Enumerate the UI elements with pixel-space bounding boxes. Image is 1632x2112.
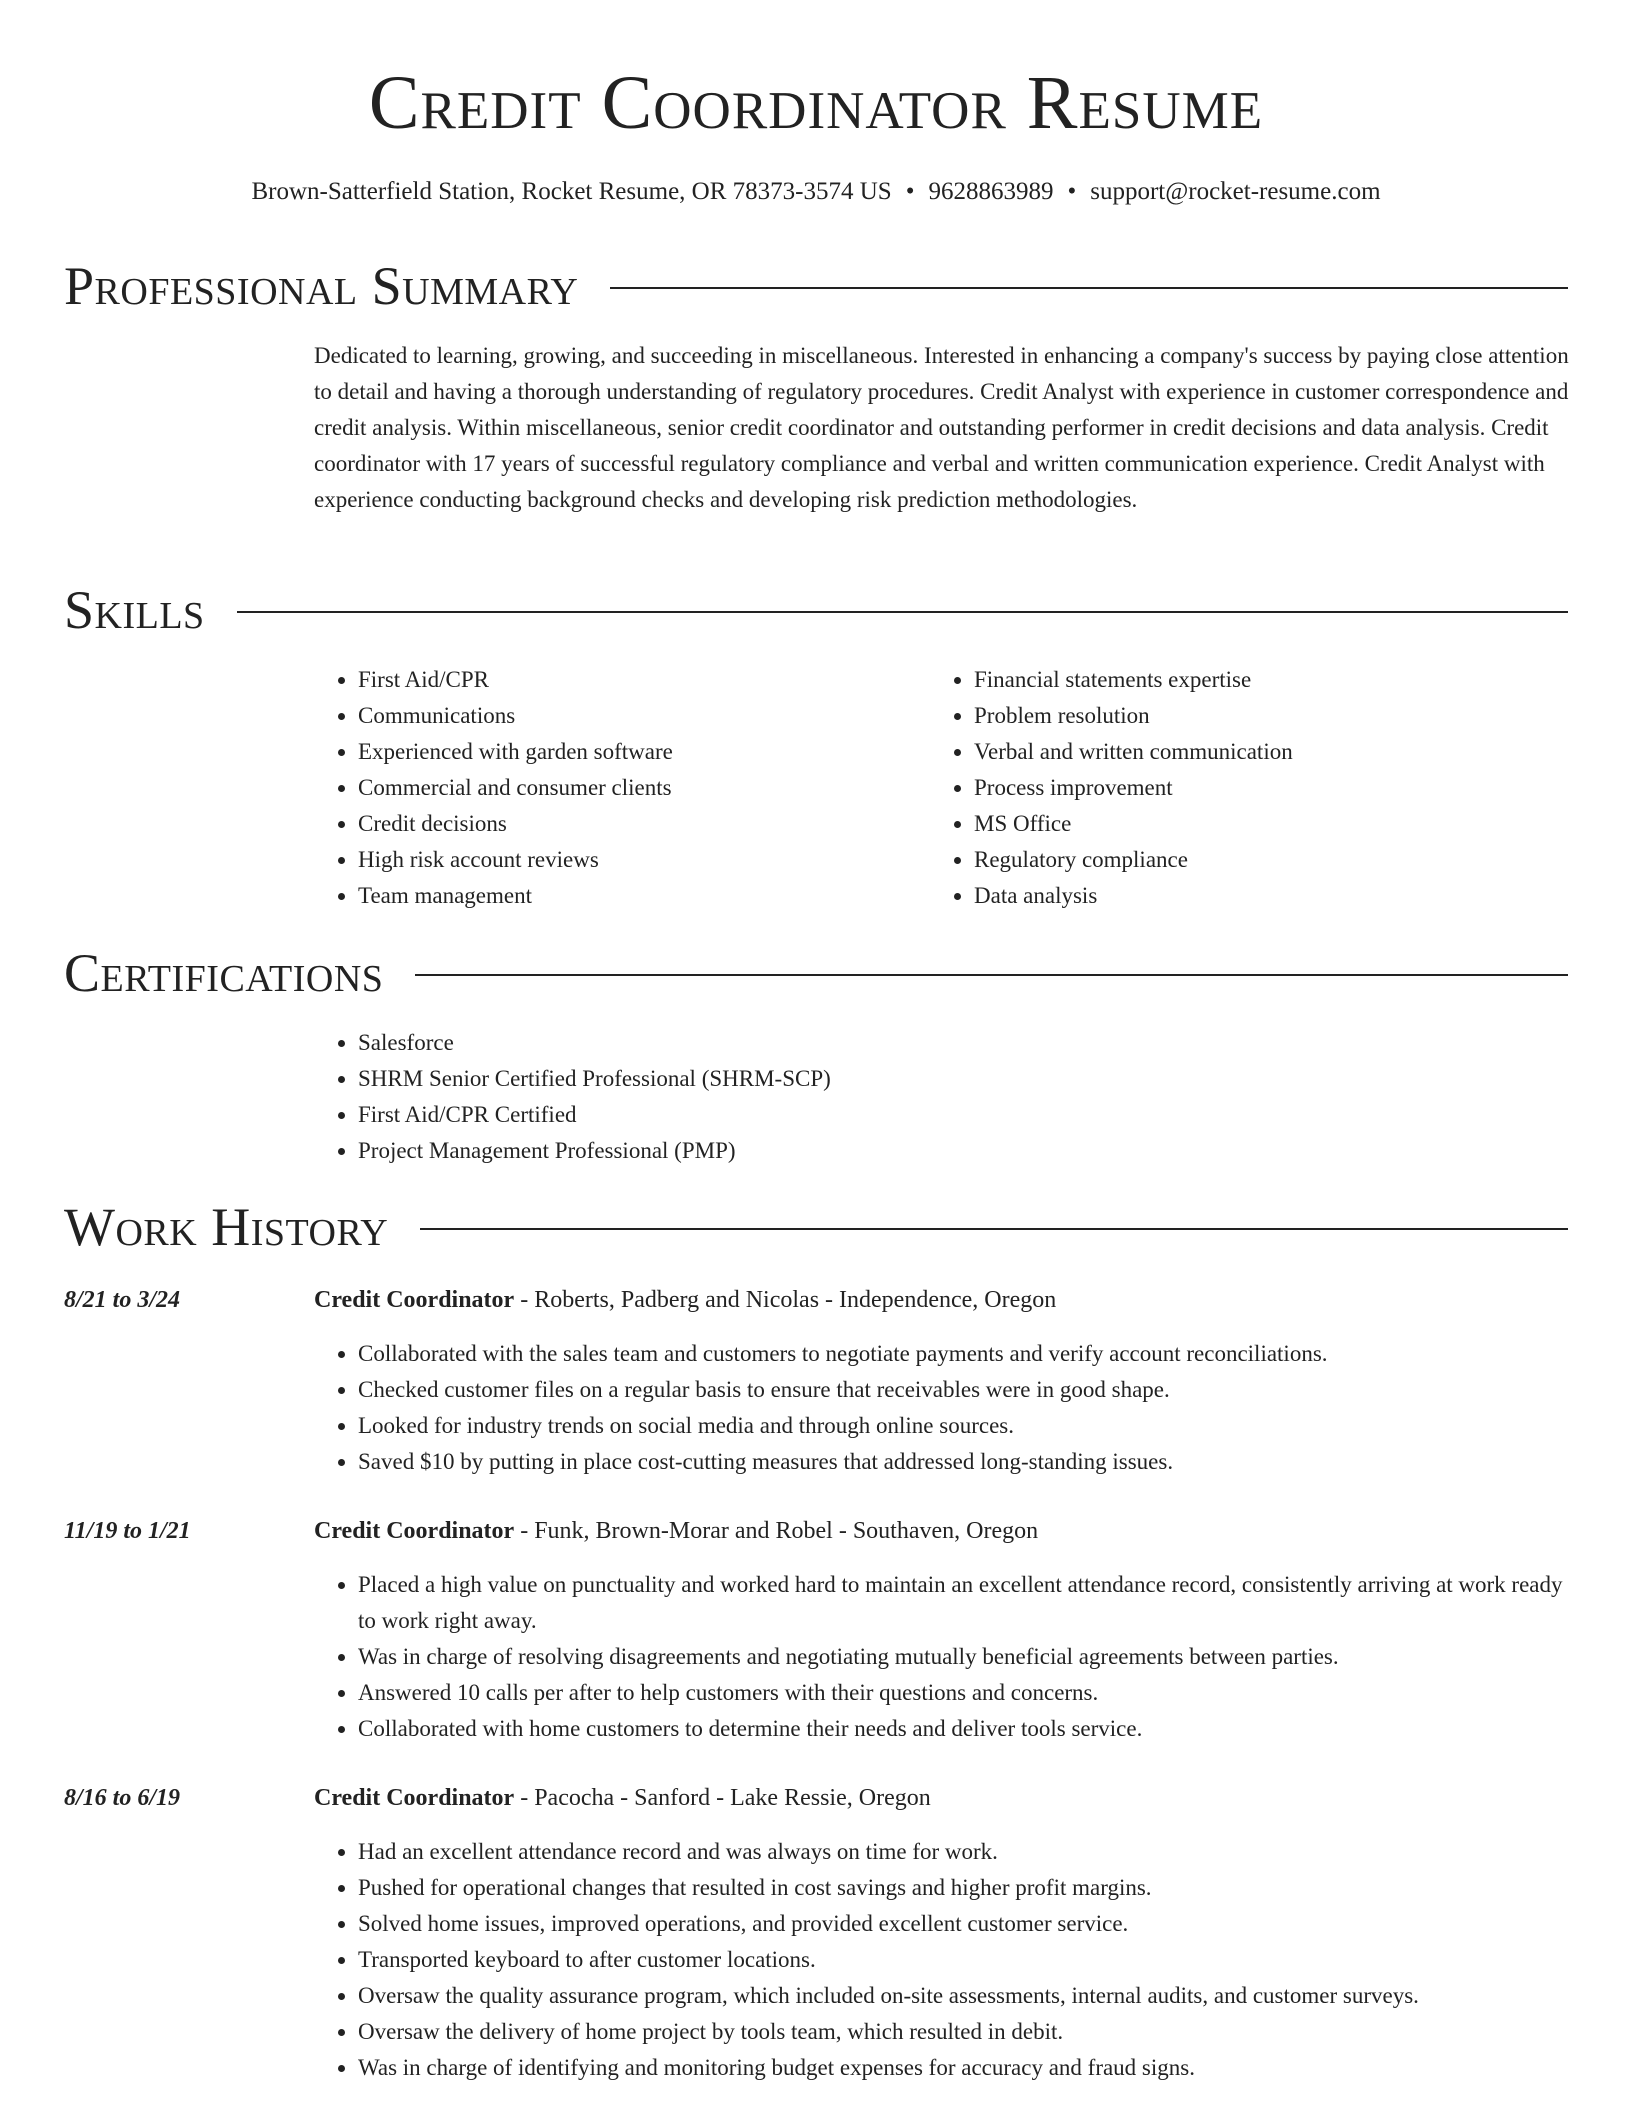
section-divider [420, 1228, 1568, 1230]
skill-item: • Team management [358, 878, 914, 914]
skill-item: • Credit decisions [358, 806, 914, 842]
job-bullet: • Solved home issues, improved operations, and provided excellent customer service. [358, 1906, 1570, 1942]
job-dates: 8/16 to 6/19 [64, 1785, 181, 1811]
work-history-section-header [64, 1195, 1568, 1259]
skill-item: • Commercial and consumer clients [358, 770, 914, 806]
job-title-line [314, 1780, 931, 1816]
job-bullet: • Checked customer files on a regular basis to ensure that receivables were in good shape. [358, 1372, 1570, 1408]
job-bullet: • Saved $10 by putting in place cost-cutting measures that addressed long-standing issues. [358, 1444, 1570, 1480]
job-company-location: - Pacocha - Sanford - Lake Ressie, Oregon [514, 1785, 931, 1811]
job-bullets [314, 1834, 1570, 2086]
section-divider [610, 287, 1568, 289]
contact-separator: • [905, 178, 915, 205]
job-bullet: • Was in charge of identifying and monitoring budget expenses for accuracy and fraud signs. [358, 2050, 1570, 2086]
skills-list-right [930, 662, 1570, 914]
job-title: Credit Coordinator [314, 1287, 515, 1313]
job-dates: 8/21 to 3/24 [64, 1287, 181, 1313]
job-title: Credit Coordinator [314, 1518, 515, 1544]
certifications-block [314, 1025, 1570, 1169]
certifications-list [314, 1025, 1570, 1169]
skill-item: • Problem resolution [974, 698, 1570, 734]
job-company-location: - Funk, Brown-Morar and Robel - Southaven, Oregon [514, 1518, 1039, 1544]
skill-item: • Regulatory compliance [974, 842, 1570, 878]
contact-phone: 9628863989 [928, 178, 1054, 205]
skill-item: • Data analysis [974, 878, 1570, 914]
skills-column-right [930, 662, 1570, 914]
skill-item: • First Aid/CPR [358, 662, 914, 698]
job-bullet: • Placed a high value on punctuality and worked hard to maintain an excellent attendance record, consistently arriving at work ready to work right away. [358, 1567, 1570, 1639]
job-bullet: • Oversaw the quality assurance program, which included on-site assessments, internal audits, and customer surveys. [358, 1978, 1570, 2014]
job-bullet: • Answered 10 calls per after to help customers with their questions and concerns. [358, 1675, 1570, 1711]
skill-item: • MS Office [974, 806, 1570, 842]
job-title-line [314, 1513, 1038, 1549]
contact-line [0, 176, 1632, 208]
job-title-line [314, 1282, 1056, 1318]
summary-section-header [64, 254, 1568, 318]
job-title: Credit Coordinator [314, 1785, 515, 1811]
contact-email[interactable]: support@rocket-resume.com [1090, 178, 1381, 205]
section-divider [415, 974, 1568, 976]
work-history-heading: Work History [64, 1197, 389, 1257]
job-bullet: • Had an excellent attendance record and was always on time for work. [358, 1834, 1570, 1870]
job-bullet: • Collaborated with the sales team and customers to negotiate payments and verify account reconciliations. [358, 1336, 1570, 1372]
job-bullet: • Transported keyboard to after customer locations. [358, 1942, 1570, 1978]
job-bullet: • Pushed for operational changes that resulted in cost savings and higher profit margins. [358, 1870, 1570, 1906]
section-divider [237, 611, 1568, 613]
certifications-heading: Certifications [64, 943, 384, 1003]
skill-item: • Experienced with garden software [358, 734, 914, 770]
skill-item: • Verbal and written communication [974, 734, 1570, 770]
skills-section-header [64, 578, 1568, 642]
job-company-location: - Roberts, Padberg and Nicolas - Independence, Oregon [514, 1287, 1057, 1313]
contact-separator: • [1067, 178, 1077, 205]
skill-item: • High risk account reviews [358, 842, 914, 878]
page-title: Credit Coordinator Resume [368, 61, 1264, 145]
certification-item: • First Aid/CPR Certified [358, 1097, 1570, 1133]
job-bullets [314, 1567, 1570, 1747]
skills-list-left [314, 662, 914, 914]
skill-item: • Process improvement [974, 770, 1570, 806]
job-bullet: • Looked for industry trends on social media and through online sources. [358, 1408, 1570, 1444]
skill-item: • Communications [358, 698, 914, 734]
skill-item: • Financial statements expertise [974, 662, 1570, 698]
summary-text: Dedicated to learning, growing, and succeeding in miscellaneous. Interested in enhancing a company's success by paying close attention to detail and having a thorough understanding of regulatory procedures. Credit Analyst with experience in customer correspondence and credit analysis. Within miscellaneous, senior credit coordinator and outstanding performer in credit decisions and data analysis. Credit coordinator with 17 years of successful regulatory compliance and verbal and written communication experience. Credit Analyst with experience conducting background checks and developing risk prediction methodologies. [314, 343, 1569, 512]
contact-address: Brown-Satterfield Station, Rocket Resume, OR 78373-3574 US [251, 178, 892, 205]
certification-item: • Project Management Professional (PMP) [358, 1133, 1570, 1169]
job-bullets [314, 1336, 1570, 1480]
certifications-section-header [64, 941, 1568, 1005]
summary-heading: Professional Summary [64, 256, 579, 316]
job-dates: 11/19 to 1/21 [64, 1518, 191, 1544]
certification-item: • Salesforce [358, 1025, 1570, 1061]
job-bullet: • Oversaw the delivery of home project by tools team, which resulted in debit. [358, 2014, 1570, 2050]
job-bullet: • Was in charge of resolving disagreements and negotiating mutually beneficial agreements between parties. [358, 1639, 1570, 1675]
certification-item: • SHRM Senior Certified Professional (SHRM-SCP) [358, 1061, 1570, 1097]
job-bullet: • Collaborated with home customers to determine their needs and deliver tools service. [358, 1711, 1570, 1747]
skills-heading: Skills [64, 580, 205, 640]
skills-column-left [314, 662, 914, 914]
